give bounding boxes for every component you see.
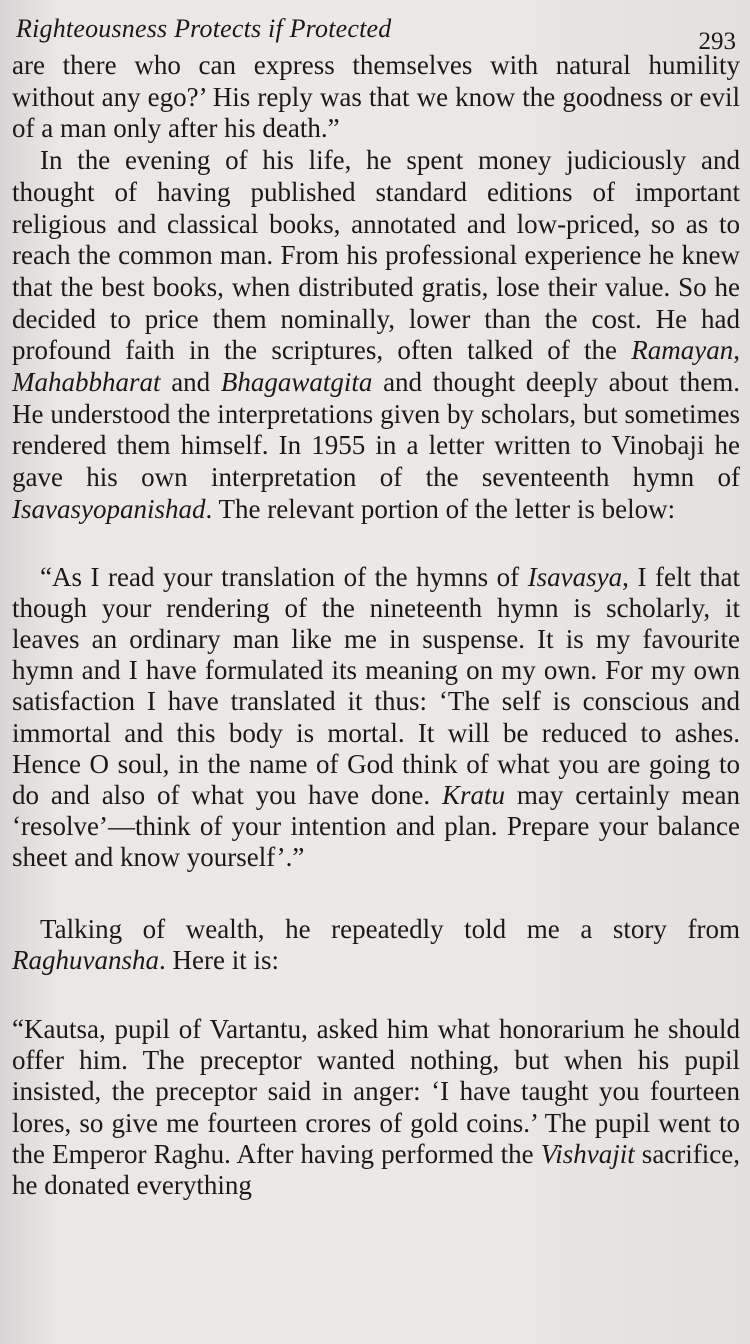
- text-run: , I felt that though your rendering of the nineteenth hymn is scholarly, it leaves an ordinary man like me in suspense. It is my favourite hymn and I have formulated its meaning on my own. For my own satisfaction I have translated it thus: ‘The self is conscious and immortal and this body is mortal. It will be reduced to ashes. Hence O soul, in the name of God think of what you are going to do and also of what you have done.: [12, 561, 740, 810]
- paragraph-letter-quote: [12, 562, 740, 874]
- text-run: sacrifice, he donated everything: [12, 1138, 740, 1200]
- text-run: and: [160, 367, 221, 398]
- paragraph-continuation: [12, 50, 740, 145]
- italic-term: Isavasyopanishad: [12, 493, 206, 524]
- text-run: . The relevant portion of the letter is below:: [205, 493, 676, 524]
- story-quote: [12, 1014, 740, 1201]
- text-run: are there who can express themselves with natural humility without any ego?’ His reply was that we know the goodness or evil of a man only after his death.”: [12, 50, 740, 144]
- running-title: Righteousness Protects if Protected: [16, 14, 392, 43]
- page-number: 293: [698, 28, 736, 55]
- text-run: In the evening of his life, he spent money judiciously and thought of having published standard editions of important religious and classical books, annotated and low-priced, so as to reach the common man. From his professional experience he knew that the best books, when distributed gratis, lose their value. So he decided to price them nominally, lower than the cost. He had profound faith in the scriptures, often talked of the: [12, 145, 740, 366]
- text-run: and thought deeply about them. He understood the interpretations given by scholars, but sometimes rendered them himself. In 1955 in a letter written to Vinobaji he gave his own interpretation of the seventeenth hymn of: [12, 367, 740, 493]
- paragraph-publishing: [12, 145, 740, 525]
- italic-term: Ramayan: [631, 335, 734, 366]
- letter-quote: [12, 562, 740, 874]
- text-run: “As I read your translation of the hymns of: [40, 561, 528, 592]
- running-header: [12, 6, 740, 55]
- text-run: may certainly mean ‘resolve’—think of your intention and plan. Prepare your balance sheet and know yourself’.”: [12, 779, 740, 873]
- text-run: Talking of wealth, he repeatedly told me a story from: [40, 913, 740, 944]
- body-text: [12, 50, 740, 1201]
- italic-term: Bhagawatgita: [220, 367, 373, 398]
- text-run: “Kautsa, pupil of Vartantu, asked him what honorarium he should offer him. The preceptor wanted nothing, but when his pupil insisted, the preceptor said in anger: ‘I have taught you fourteen lores, so give me fourteen crores of gold coins.’ The pupil went to the Emperor Raghu. After having performed the: [12, 1013, 740, 1169]
- italic-term: Vishvajit: [540, 1138, 635, 1169]
- paragraph-kautsa-story: [12, 1014, 740, 1201]
- text-run: ,: [733, 335, 740, 366]
- paragraph-wealth: [12, 914, 740, 977]
- italic-term: Raghuvansha: [12, 945, 159, 976]
- italic-term: Isavasya: [527, 561, 623, 592]
- text-run: . Here it is:: [158, 945, 279, 976]
- italic-term: Mahabbharat: [12, 367, 161, 398]
- italic-term: Kratu: [442, 779, 506, 810]
